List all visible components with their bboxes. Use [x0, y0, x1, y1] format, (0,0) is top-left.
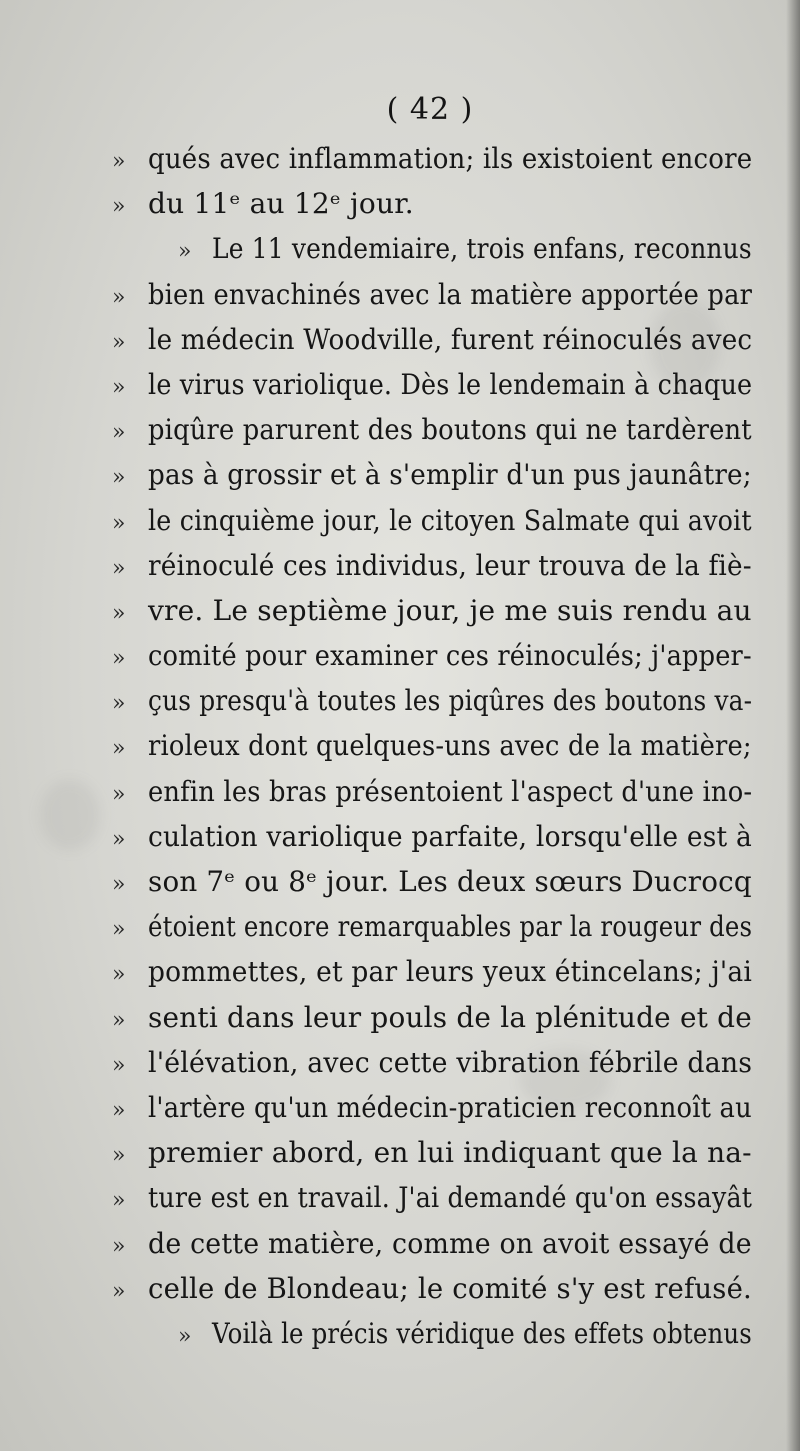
quote-mark: » [112, 555, 126, 581]
line-text: étoient encore remarquables par la rougeur des [148, 910, 753, 944]
line-text: premier abord, en lui indiquant que la na- [148, 1136, 752, 1170]
quote-mark: » [112, 194, 126, 220]
line-text: le virus variolique. Dès le lendemain à chaque [148, 367, 753, 401]
text-line [112, 272, 752, 317]
line-text: ture est en travail. J'ai demandé qu'on essayât [148, 1181, 753, 1215]
line-text: pommettes, et par leurs yeux étincelans; j'ai [148, 955, 752, 989]
text-line [112, 1130, 752, 1175]
body-text [112, 136, 752, 1356]
line-text: Voilà le précis véridique des effets obtenus [212, 1316, 752, 1350]
quote-mark: » [112, 1278, 126, 1304]
text-line [112, 633, 752, 678]
quote-mark: » [112, 736, 126, 762]
text-line [112, 317, 752, 362]
paper-stain [40, 780, 100, 850]
line-text: son 7ᵉ ou 8ᵉ jour. Les deux sœurs Ducrocq [148, 865, 752, 898]
text-line [112, 588, 752, 633]
text-line [112, 226, 752, 271]
quote-mark: » [112, 374, 126, 400]
quote-mark: » [112, 826, 126, 852]
quote-mark: » [112, 872, 126, 897]
line-text: celle de Blondeau; le comité s'y est refusé. [148, 1271, 753, 1305]
line-text: vre. Le septième jour, je me suis rendu au [148, 593, 752, 627]
quote-mark: » [112, 329, 126, 355]
line-text: réinoculé ces individus, leur trouva de la fiè- [148, 548, 752, 582]
quote-mark: » [112, 917, 126, 943]
page-edge-shadow [786, 0, 800, 1451]
quote-mark: » [112, 1188, 126, 1214]
text-line [112, 1266, 752, 1311]
text-line [112, 904, 752, 949]
quote-mark: » [112, 284, 126, 310]
line-text: çus presqu'à toutes les piqûres des boutons va- [148, 684, 753, 718]
text-line [112, 181, 752, 226]
text-line [112, 1175, 752, 1220]
page-number: ( 42 ) [386, 92, 474, 127]
quote-mark: » [112, 465, 126, 491]
text-line [112, 407, 752, 452]
text-line [112, 678, 752, 723]
line-text: senti dans leur pouls de la plénitude et de [148, 1000, 752, 1034]
line-text: comité pour examiner ces réinoculés; j'apper- [148, 639, 752, 673]
text-line [112, 452, 752, 497]
text-line [112, 1311, 752, 1356]
line-text: bien envachinés avec la matière apportée par [148, 277, 753, 311]
line-text: qués avec inflammation; ils existoient encore [148, 142, 753, 175]
text-line [112, 723, 752, 768]
quote-mark: » [112, 510, 126, 536]
quote-mark: » [178, 239, 192, 265]
line-text: l'artère qu'un médecin-praticien reconnoît au [148, 1090, 752, 1124]
text-line [112, 1085, 752, 1130]
text-line [112, 769, 752, 814]
line-text: de cette matière, comme on avoit essayé de [148, 1226, 752, 1260]
line-text: pas à grossir et à s'emplir d'un pus jaunâtre; [148, 458, 752, 492]
quote-mark: » [112, 962, 126, 988]
line-text: rioleux dont quelques-uns avec de la matière; [148, 729, 752, 763]
line-text: le médecin Woodville, furent réinoculés avec [148, 322, 753, 356]
quote-mark: » [112, 646, 126, 672]
text-line [112, 949, 752, 994]
text-line [112, 859, 752, 904]
text-line [112, 1221, 752, 1266]
text-line [112, 362, 752, 407]
line-text: le cinquième jour, le citoyen Salmate qui avoit [148, 503, 752, 537]
text-line [112, 498, 752, 543]
quote-mark: » [112, 600, 126, 626]
line-text: piqûre parurent des boutons qui ne tardèrent [148, 413, 752, 447]
quote-mark: » [112, 1052, 126, 1078]
text-line [112, 995, 752, 1040]
line-text: l'élévation, avec cette vibration fébrile dans [148, 1045, 753, 1079]
quote-mark: » [112, 1007, 126, 1033]
line-text: du 11ᵉ au 12ᵉ jour. [148, 187, 414, 221]
line-text: Le 11 vendemiaire, trois enfans, reconnus [212, 232, 752, 266]
line-text: enfin les bras présentoient l'aspect d'une ino- [148, 774, 753, 808]
quote-mark: » [178, 1323, 192, 1349]
text-line [112, 543, 752, 588]
line-text: culation variolique parfaite, lorsqu'elle est à [148, 819, 752, 853]
quote-mark: » [112, 420, 126, 446]
text-line [112, 814, 752, 859]
quote-mark: » [112, 149, 126, 174]
quote-mark: » [112, 1233, 126, 1259]
quote-mark: » [112, 1097, 126, 1123]
quote-mark: » [112, 781, 126, 807]
text-line [112, 136, 752, 181]
quote-mark: » [112, 691, 126, 717]
quote-mark: » [112, 1143, 126, 1169]
text-line [112, 1040, 752, 1085]
